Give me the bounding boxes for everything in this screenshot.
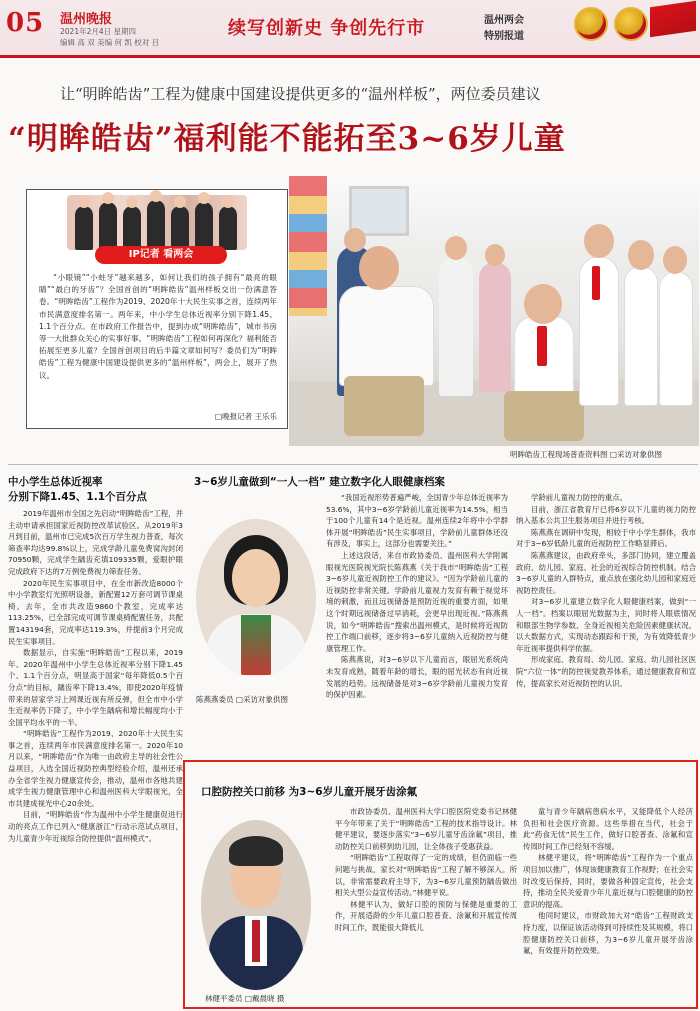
left-subhead-line2: 分别下降1.45、1.1个百分点: [8, 491, 148, 503]
photo-caption: 明眸皓齿工程现场普查资料图 □采访对象供图: [510, 450, 662, 459]
body-paragraph: 数据显示，自实施“明眸皓齿”工程以来，2019年、2020年温州中小学生总体近视率分别下降1.45个、1.1个百分点，明显高于国家“每年降低0.5个百分点”的目标，龋齿率下降13.4%，即使2020年疫情带来的居家学习上网课近视有所反弹，但全市中小学生近视率仍下降了，中小学生龋病和增长幅度均小于全国平均水平的一半。: [8, 648, 183, 727]
red-flag-icon: [650, 1, 696, 37]
oral-health-subhead: 口腔防控关口前移 为3~6岁儿童开展牙齿涂氟: [201, 786, 418, 798]
reporters-group-photo: [67, 195, 247, 250]
person-figure: [123, 206, 141, 250]
promo-byline: □晚报记者 王乐乐: [215, 412, 277, 421]
right-column-body: [516, 492, 696, 760]
body-paragraph: 陈燕燕建议，由政府牵头，多部门协同，建立覆盖政府、幼儿园、家庭、社会的近视综合防控机制。结合3~6岁儿童的入群特点，重点放在强化幼儿园和家庭近视防控责任。: [516, 550, 696, 595]
body-paragraph: 市政协委员、温州医科大学口腔医院党委书记林健平今年带来了关于“明眸皓齿”工程的技术指导设计。林健平建议，要逐步落实“3~6岁儿童牙齿涂氟”项目，推动防控关口前移到幼儿园，让全体孩子受惠获益。: [335, 807, 517, 851]
issue-date: 2021年2月4日 星期四: [60, 27, 137, 36]
body-paragraph: 林健平建议，将“明眸皓齿”工程作为一个重点项目加以推广，体现该健康教育工作视野；在社会实时改变后保持，同时，要做各种固定宣传，社会支持，推动全民关爱青少年儿童近视与口腔健康的防控意识的提高。: [523, 853, 693, 909]
oral-health-highlight-box: [183, 760, 698, 1009]
lin-jianping-portrait: [201, 820, 311, 990]
wall-poster: [289, 176, 327, 316]
person-figure: [75, 206, 93, 250]
body-paragraph: “明眸皓齿”工程作为2019、2020年十大民生实事之首，连续两年市民满意度排名第一。2020年10月以来，“明眸皓齿”作为唯一由政府主导的社会性公益项目，入选全国近视防控典型经验介绍，温州还承办全省学生视力健康宣传会，推动，温州市各地共建成学生视力健康管理中心和温州医科大学眼视光，全市共建成视光中心20余处。: [8, 729, 183, 808]
person-figure: [99, 202, 117, 250]
article-kicker: 让“明眸皓齿”工程为健康中国建设提供更多的“温州样板”，两位委员建议: [60, 85, 541, 103]
chen-portrait-caption: 陈燕燕委员 □采访对象供图: [196, 695, 288, 704]
oral-health-body-right: [523, 806, 693, 1006]
body-paragraph: “我国近视形势普遍严峻，全国青少年总体近视率为53.6%，其中3~6岁学龄前儿童近视率为14.5%，相当于100个儿童有14个是近视。温州连续2年将中小学群体开展“明眸皓齿”民生实事项目，学龄前儿童群体还没有涉及，事实上，这部分也需要关注。”: [326, 493, 508, 549]
body-paragraph: 学龄前儿童视力防控的重点。: [531, 493, 628, 502]
body-paragraph: 陈燕燕说，对3~6岁以下儿童而言，眼屈光系统尚未发育成熟，随着年龄的增长，眼的屈光状态有向近视发展的趋势。远视储备是对3~6岁学龄前儿童视力发育的保护因素。: [326, 655, 508, 700]
person-figure: [195, 202, 213, 250]
body-paragraph: 童与青少年龋病患病水平，又能降低个人经济负担和社会医疗资源。这些举措在当代，社会于此“药食无忧”民生工作，做好口腔普查、涂氟和宣传周时间工作已经刻不容缓。: [523, 807, 693, 851]
chen-yanyan-portrait: [196, 519, 316, 677]
ip-reporter-badge: IP记者 看两会: [95, 246, 227, 264]
oral-health-body-left: [335, 806, 517, 1006]
body-paragraph: 目前，“明眸皓齿”作为温州中小学生健康促进行动的亮点工作已列入“健康浙江”行动示范试点项目，为儿童青少年近视综合防控提供“温州模式”。: [8, 810, 183, 843]
article-headline: “明眸皓齿”福利能不能拓至3~6岁儿童: [8, 121, 566, 157]
editor-credits: 编辑 高 双 美编 何 凯 校对 吕: [60, 38, 160, 47]
paper-name: 温州晚报: [60, 12, 113, 27]
body-paragraph: 林健平认为，做好口腔的预防与保健是重要的工作，开展适龄的少年儿童口腔普查、涂氟和开展宣传周时间工作，既能很大降低儿: [335, 899, 517, 932]
mid-column-body: [326, 492, 508, 760]
masthead: [0, 0, 700, 58]
ip-reporter-promo-box: [26, 189, 288, 429]
lin-portrait-caption: 林健平委员 □戴晨晓 摄: [205, 994, 285, 1003]
body-paragraph: 2020年民生实事项目中，在全市新改造8000个中小学教室灯光照明设备，新配置12万套可调节课桌椅。去年，全市共改造9860个教室，完成率达113.25%，已全部完成可调节课桌椅配置任务，共配置143194套，完成率达119.3%，并提前3个月完成民生实事项目。: [8, 578, 183, 646]
cppcc-emblem-icon: [614, 7, 648, 41]
body-paragraph: 形成家庭、教育局、幼儿园、家庭、幼儿园社区医院“六位一体”的防控视觉教养体系，通过健康教育和宣传，提高家长对近视防控的认识。: [516, 655, 696, 688]
body-paragraph: 陈燕燕在调研中发现，相较于中小学生群体，我市对于3~6岁低龄儿童的近视防控工作略显滞后。: [516, 527, 696, 549]
section-slogan: 续写创新史 争创先行市: [228, 18, 426, 39]
body-paragraph: “明眸皓齿”工程取得了一定的成绩，但仍面临一些问题与挑战，家长对“明眸皓齿”工程了解不够深入。所以，非常需要政府主导下，为3~6岁儿童预防龋齿做出相关大型公益宣传活动。”林健平说。: [335, 853, 517, 898]
body-paragraph: 2019年温州市全国之先启动“明眸皓齿”工程，并主动申请承担国家近视防控改革试验区。从2019年3月到目前，温州市已完成5次百万学生视力普查，每次筛查率均达99.8%以上，完成学龄儿童免费窝沟封闭70950颗，完成学生龋齿充填109335颗，爱眼护眼完成政府下达的7万例免费视力筛查任务。: [8, 509, 183, 576]
special-report-sublabel: 特别报道: [484, 31, 524, 42]
mid-section-subhead: 3~6岁儿童做到“一人一档” 建立数字化人眼健康档案: [194, 476, 445, 488]
left-subhead-line1: 中小学生总体近视率: [8, 476, 103, 488]
body-paragraph: 他同时建议，市财政加大对“皓齿”工程财政支持力度，以保证该活动得到可持续性及其规模，将口腔健康防控关口前移，为3~6岁儿童开展牙齿涂氟，有效提升防控效果。: [523, 911, 693, 956]
person-figure: [219, 206, 237, 250]
eye-screening-photo: [289, 176, 699, 446]
special-report-label: 温州两会: [484, 15, 524, 26]
person-figure: [147, 200, 165, 250]
national-emblem-icon: [574, 7, 608, 41]
body-paragraph: 目前，浙江省教育厅已将6岁以下儿童的视力防控纳入基本公共卫生服务项目并进行考核。: [516, 504, 696, 526]
left-column-body: [8, 508, 183, 1003]
page-number: 05: [6, 8, 45, 38]
body-paragraph: 对3~6岁儿童建立数字化人眼健康档案，做到“一人一档”。档案以眼屈光数据为主，同时将人眼底情况和眼部生物学参数、全身近视相关危险因素健康状况。以大数据方式，实现动态跟踪和干预，为有效降低青少年近视率提供科学依据。: [516, 597, 696, 653]
body-paragraph: 上述这段话，来自市政协委员、温州医科大学附属眼视光医院视光院长陈燕燕《关于我市“明眸皓齿”工程3~6岁儿童近视防控工作的建议》。“因为学龄前儿童的近视防控非常关键。学龄前儿童视力发育有赖于视觉环境的刺激，而且远视储备是预防近视的重要方面，如果这个时期远视储备过早消耗，会更早出现近视。”陈燕燕说，如今“明眸皓齿”搜索出温州模式，是时候将近视防控工作端口前移，逐步将3~6岁儿童纳入近视防控与健康管理工作。: [326, 550, 508, 653]
section-divider: [8, 464, 698, 465]
promo-text: “小眼镜”“小蛀牙”越来越多，如何让我们的孩子拥有“最亮的眼睛”“最白的牙齿”？全国首创的“明眸皓齿”温州样板交出一份满意答卷。“明眸皓齿”工程作为2019、2020年十大民生实事之首，连续两年市民满意度排名第一。两年来，中小学生总体近视率分别下降1.45、1.1个百分点。在市政府工作报告中，提到办成“明眸皓齿”，城市书房等一大批群众关心的实事好事。“明眸皓齿”工程如何再深化？福利能否拓展至更多儿童？全国首创项目的后半篇文章如何写？委员们为“明眸皓齿”工程为健康中国建设提供更多的“温州样板”，两会上，展开了热议。: [39, 273, 277, 380]
person-figure: [171, 206, 189, 250]
